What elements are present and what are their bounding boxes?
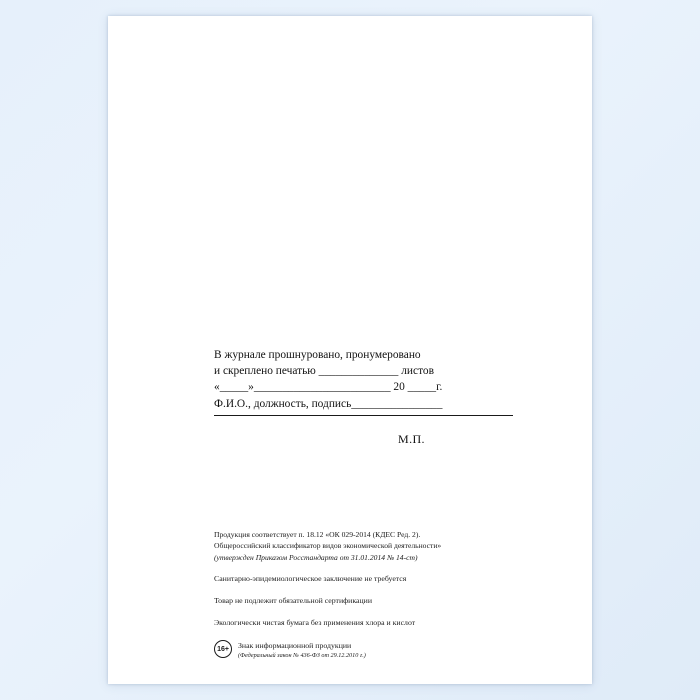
certification-line-2: и скреплено печатью ______________ листов — [214, 365, 434, 378]
legal-block — [214, 529, 544, 660]
certification-note: Товар не подлежит обязательной сертификации — [214, 596, 372, 606]
age-rating-badge-icon: 16+ — [214, 640, 232, 658]
product-compliance-line-1: Продукция соответствует п. 18.12 «ОК 029-2014 (КДЕС Ред. 2). — [214, 530, 421, 539]
certification-date-line: «_____»________________________ 20 _____г. — [214, 381, 443, 394]
stamp-placeholder: М.П. — [398, 432, 425, 446]
age-rating-row — [214, 640, 544, 660]
certification-block — [214, 347, 524, 416]
age-rating-law: (Федеральный закон № 436-ФЗ от 29.12.2010 г.) — [238, 652, 366, 660]
product-compliance-line-3: (утвержден Приказом Росстандарта от 31.01.2014 № 14-ст) — [214, 552, 418, 562]
paper-note: Экологически чистая бумага без применения хлора и кислот — [214, 618, 416, 628]
document-sheet — [108, 16, 592, 684]
age-rating-title: Знак информационной продукции — [238, 641, 352, 651]
document-body — [108, 16, 592, 684]
signature-rule — [214, 414, 513, 416]
age-rating-text — [238, 640, 366, 660]
sanitary-note: Санитарно-эпидемиологическое заключение не требуется — [214, 574, 407, 584]
product-compliance-paragraph — [214, 529, 544, 563]
product-compliance-line-2: Общероссийский классификатор видов экономической деятельности» — [214, 541, 442, 551]
certification-line-1: В журнале прошнуровано, пронумеровано — [214, 349, 421, 361]
certification-signature-line: Ф.И.О., должность, подпись________________ — [214, 397, 443, 410]
